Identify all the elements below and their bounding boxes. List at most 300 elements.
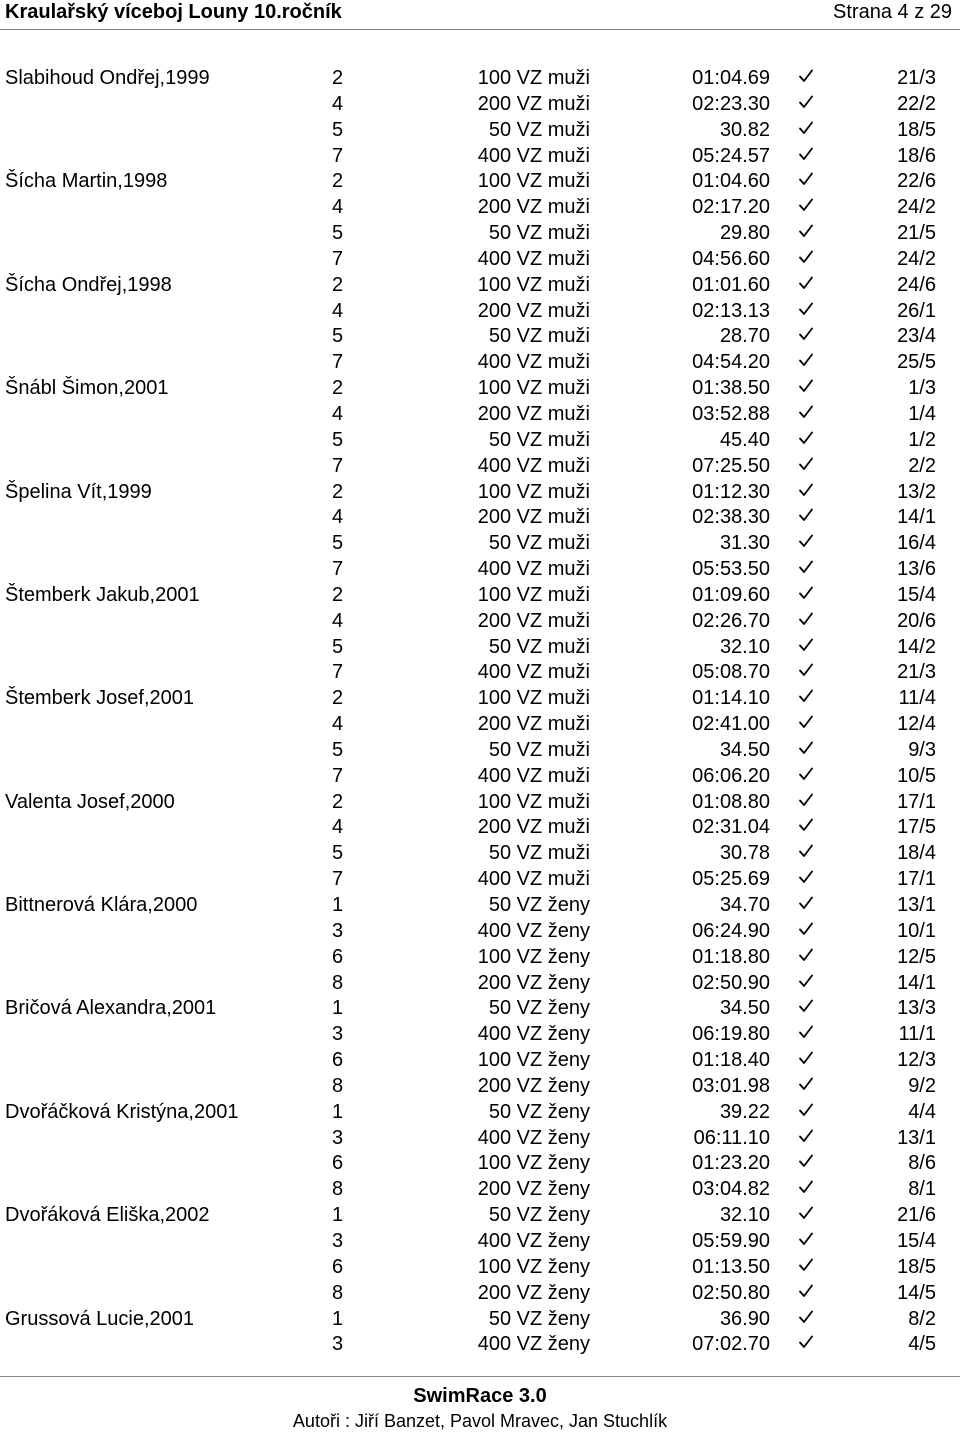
swim-time: 07:02.70	[692, 1333, 770, 1356]
rank: 13/2	[897, 480, 936, 503]
swimmer-name: Šnábl Šimon,2001	[5, 377, 169, 400]
table-row	[0, 1229, 960, 1255]
rank: 17/5	[897, 816, 936, 839]
event-order: 8	[332, 1074, 344, 1097]
check-icon	[796, 1307, 820, 1333]
rank: 13/1	[897, 894, 936, 916]
check-icon	[796, 686, 820, 712]
swim-time: 01:18.80	[692, 945, 770, 968]
rank: 21/3	[897, 661, 936, 684]
check-icon	[796, 1048, 820, 1074]
check-icon	[796, 1151, 820, 1177]
rank: 12/3	[897, 1049, 936, 1072]
swim-time: 28.70	[719, 325, 770, 348]
swim-time: 04:56.60	[692, 247, 770, 270]
check-icon	[796, 764, 820, 790]
event-name: 400 VZ muži	[477, 144, 590, 167]
check-icon	[796, 402, 820, 428]
table-row	[0, 790, 960, 816]
table-row	[0, 815, 960, 841]
swim-time: 02:17.20	[692, 196, 770, 219]
swim-time: 02:31.04	[692, 816, 770, 839]
event-order: 4	[332, 506, 344, 529]
event-name: 400 VZ muži	[477, 558, 590, 581]
event-name: 200 VZ ženy	[477, 1281, 590, 1304]
event-order: 2	[332, 480, 344, 503]
swim-time: 05:53.50	[692, 558, 770, 581]
rank: 25/5	[897, 351, 936, 374]
table-row	[0, 273, 960, 299]
rank: 11/4	[898, 687, 936, 710]
check-icon	[796, 324, 820, 350]
table-row	[0, 867, 960, 893]
table-row	[0, 169, 960, 195]
check-icon	[796, 1332, 820, 1358]
event-name: 100 VZ ženy	[477, 1049, 590, 1072]
event-order: 7	[332, 351, 344, 374]
event-order: 2	[332, 790, 344, 813]
event-order: 2	[332, 377, 344, 400]
check-icon	[796, 1022, 820, 1048]
table-row	[0, 428, 960, 454]
event-name: 50 VZ ženy	[488, 1307, 590, 1330]
swim-time: 06:19.80	[692, 1023, 770, 1046]
event-order: 6	[332, 945, 344, 968]
swim-time: 01:23.20	[692, 1152, 770, 1175]
check-icon	[796, 195, 820, 221]
event-order: 7	[332, 868, 344, 891]
event-order: 1	[332, 1100, 344, 1123]
check-icon	[796, 169, 820, 195]
event-name: 50 VZ ženy	[488, 997, 590, 1020]
table-row	[0, 324, 960, 350]
rank: 18/4	[897, 842, 936, 865]
rank: 14/1	[897, 506, 936, 529]
table-row	[0, 764, 960, 790]
rank: 12/5	[897, 945, 936, 968]
check-icon	[796, 221, 820, 247]
event-order: 6	[332, 1152, 344, 1175]
rank: 13/6	[897, 558, 936, 581]
swim-time: 01:14.10	[692, 687, 770, 710]
table-row	[0, 402, 960, 428]
swim-time: 34.50	[719, 997, 770, 1020]
event-name: 50 VZ ženy	[488, 1204, 590, 1227]
table-row	[0, 996, 960, 1022]
event-name: 400 VZ muži	[477, 661, 590, 684]
footer-divider	[0, 1376, 960, 1377]
check-icon	[796, 273, 820, 299]
event-name: 400 VZ ženy	[477, 1023, 590, 1046]
rank: 17/1	[897, 868, 936, 891]
swim-time: 01:01.60	[692, 273, 770, 296]
swim-time: 32.10	[719, 635, 770, 658]
event-order: 1	[332, 894, 344, 916]
rank: 24/2	[897, 196, 936, 219]
check-icon	[796, 1126, 820, 1152]
event-order: 7	[332, 764, 344, 787]
table-row	[0, 1332, 960, 1358]
rank: 15/4	[897, 1229, 936, 1252]
check-icon	[796, 1255, 820, 1281]
table-row	[0, 738, 960, 764]
table-row	[0, 376, 960, 402]
event-name: 50 VZ muži	[488, 325, 590, 348]
swimmer-name: Štemberk Josef,2001	[5, 687, 194, 710]
event-order: 5	[332, 738, 344, 761]
check-icon	[796, 919, 820, 945]
rank: 14/2	[897, 635, 936, 658]
swim-time: 34.70	[719, 894, 770, 916]
check-icon	[796, 299, 820, 325]
swim-time: 01:13.50	[692, 1255, 770, 1278]
check-icon	[796, 841, 820, 867]
table-row	[0, 660, 960, 686]
swim-time: 06:11.10	[693, 1126, 770, 1149]
event-name: 400 VZ ženy	[477, 1333, 590, 1356]
table-row	[0, 350, 960, 376]
event-order: 4	[332, 92, 344, 115]
rank: 24/2	[897, 247, 936, 270]
check-icon	[796, 428, 820, 454]
check-icon	[796, 557, 820, 583]
table-row	[0, 92, 960, 118]
event-order: 4	[332, 299, 344, 322]
event-name: 50 VZ muži	[488, 635, 590, 658]
check-icon	[796, 1281, 820, 1307]
event-name: 200 VZ muži	[477, 402, 590, 425]
swim-time: 03:52.88	[692, 402, 770, 425]
swim-time: 30.82	[719, 118, 770, 141]
event-name: 200 VZ ženy	[477, 1178, 590, 1201]
swim-time: 06:24.90	[692, 919, 770, 942]
rank: 16/4	[897, 532, 936, 555]
table-row	[0, 919, 960, 945]
event-order: 5	[332, 325, 344, 348]
event-name: 200 VZ muži	[477, 196, 590, 219]
event-name: 100 VZ ženy	[477, 1255, 590, 1278]
rank: 4/4	[908, 1100, 936, 1123]
event-name: 50 VZ muži	[488, 118, 590, 141]
swim-time: 02:38.30	[692, 506, 770, 529]
event-name: 400 VZ muži	[477, 764, 590, 787]
table-row	[0, 1281, 960, 1307]
table-row	[0, 299, 960, 325]
event-order: 5	[332, 635, 344, 658]
rank: 1/4	[908, 402, 936, 425]
swimmer-name: Grussová Lucie,2001	[5, 1307, 195, 1330]
swimmer-name: Bričová Alexandra,2001	[5, 997, 217, 1020]
rank: 1/3	[908, 377, 936, 400]
table-row	[0, 609, 960, 635]
event-order: 6	[332, 1049, 344, 1072]
swim-time: 02:23.30	[692, 92, 770, 115]
swim-time: 03:04.82	[692, 1178, 770, 1201]
event-name: 50 VZ ženy	[488, 894, 590, 916]
swimmer-name: Štemberk Jakub,2001	[5, 583, 200, 606]
event-order: 8	[332, 971, 344, 994]
check-icon	[796, 66, 820, 92]
table-row	[0, 480, 960, 506]
table-row	[0, 945, 960, 971]
event-order: 7	[332, 454, 344, 477]
event-name: 100 VZ ženy	[477, 1152, 590, 1175]
event-name: 400 VZ ženy	[477, 919, 590, 942]
event-order: 4	[332, 609, 344, 632]
swim-time: 05:25.69	[692, 868, 770, 891]
event-order: 5	[332, 118, 344, 141]
check-icon	[796, 454, 820, 480]
results-table	[0, 66, 960, 1358]
rank: 11/1	[898, 1023, 936, 1046]
check-icon	[796, 712, 820, 738]
swim-time: 29.80	[719, 222, 770, 245]
event-name: 400 VZ muži	[477, 454, 590, 477]
swim-time: 39.22	[719, 1100, 770, 1123]
rank: 14/5	[897, 1281, 936, 1304]
check-icon	[796, 480, 820, 506]
rank: 21/6	[897, 1204, 936, 1227]
table-row	[0, 557, 960, 583]
swimmer-name: Slabihoud Ondřej,1999	[5, 67, 210, 89]
rank: 4/5	[908, 1333, 936, 1356]
event-name: 100 VZ muži	[477, 67, 590, 89]
rank: 8/1	[908, 1178, 936, 1201]
event-order: 3	[332, 1229, 344, 1252]
swim-time: 04:54.20	[692, 351, 770, 374]
event-name: 100 VZ muži	[477, 377, 590, 400]
event-order: 2	[332, 583, 344, 606]
swim-time: 01:18.40	[692, 1049, 770, 1072]
check-icon	[796, 118, 820, 144]
rank: 2/2	[908, 454, 936, 477]
swim-time: 06:06.20	[692, 764, 770, 787]
check-icon	[796, 996, 820, 1022]
event-order: 7	[332, 247, 344, 270]
event-name: 200 VZ muži	[477, 713, 590, 736]
swim-time: 36.90	[719, 1307, 770, 1330]
event-name: 400 VZ muži	[477, 868, 590, 891]
event-name: 100 VZ ženy	[477, 945, 590, 968]
rank: 15/4	[897, 583, 936, 606]
event-order: 3	[332, 919, 344, 942]
swim-time: 02:13.13	[692, 299, 770, 322]
event-name: 100 VZ muži	[477, 480, 590, 503]
swim-time: 07:25.50	[692, 454, 770, 477]
swimmer-name: Dvořáková Eliška,2002	[5, 1204, 210, 1227]
rank: 9/3	[908, 738, 936, 761]
table-row	[0, 221, 960, 247]
event-order: 2	[332, 687, 344, 710]
swim-time: 01:12.30	[692, 480, 770, 503]
event-name: 100 VZ muži	[477, 170, 590, 193]
table-row	[0, 1074, 960, 1100]
event-order: 4	[332, 713, 344, 736]
check-icon	[796, 350, 820, 376]
check-icon	[796, 635, 820, 661]
swim-time: 05:08.70	[692, 661, 770, 684]
check-icon	[796, 790, 820, 816]
table-row	[0, 1151, 960, 1177]
table-row	[0, 1048, 960, 1074]
swim-time: 05:59.90	[692, 1229, 770, 1252]
rank: 12/4	[897, 713, 936, 736]
rank: 20/6	[897, 609, 936, 632]
swim-time: 02:50.90	[692, 971, 770, 994]
rank: 10/1	[897, 919, 936, 942]
swim-time: 01:04.69	[692, 67, 770, 89]
event-name: 200 VZ muži	[477, 92, 590, 115]
event-name: 100 VZ muži	[477, 687, 590, 710]
page-number: Strana 4 z 29	[833, 1, 952, 23]
rank: 9/2	[908, 1074, 936, 1097]
swim-time: 02:41.00	[692, 713, 770, 736]
swim-time: 31.30	[719, 532, 770, 555]
rank: 1/2	[908, 428, 936, 451]
event-name: 200 VZ muži	[477, 506, 590, 529]
rank: 13/3	[897, 997, 936, 1020]
swim-time: 30.78	[719, 842, 770, 865]
rank: 10/5	[897, 764, 936, 787]
event-name: 200 VZ muži	[477, 816, 590, 839]
check-icon	[796, 531, 820, 557]
table-row	[0, 247, 960, 273]
footer-authors: Autoři : Jiří Banzet, Pavol Mravec, Jan Stuchlík	[292, 1411, 668, 1431]
event-name: 50 VZ muži	[488, 428, 590, 451]
event-name: 50 VZ ženy	[488, 1100, 590, 1123]
swim-time: 01:08.80	[692, 790, 770, 813]
event-order: 4	[332, 196, 344, 219]
rank: 8/2	[908, 1307, 936, 1330]
event-order: 2	[332, 170, 344, 193]
event-name: 200 VZ ženy	[477, 971, 590, 994]
table-row	[0, 971, 960, 997]
event-order: 3	[332, 1333, 344, 1356]
event-order: 5	[332, 222, 344, 245]
table-row	[0, 144, 960, 170]
table-row	[0, 1255, 960, 1281]
swimmer-name: Dvořáčková Kristýna,2001	[5, 1100, 239, 1123]
table-row	[0, 195, 960, 221]
event-name: 100 VZ muži	[477, 583, 590, 606]
swimmer-name: Špelina Vít,1999	[5, 480, 152, 503]
rank: 17/1	[897, 790, 936, 813]
swimmer-name: Valenta Josef,2000	[5, 790, 175, 813]
event-order: 6	[332, 1255, 344, 1278]
check-icon	[796, 738, 820, 764]
event-order: 1	[332, 1307, 344, 1330]
swim-time: 34.50	[719, 738, 770, 761]
event-order: 5	[332, 842, 344, 865]
check-icon	[796, 815, 820, 841]
event-order: 7	[332, 661, 344, 684]
rank: 21/5	[897, 222, 936, 245]
rank: 13/1	[897, 1126, 936, 1149]
check-icon	[796, 609, 820, 635]
swimmer-name: Šícha Ondřej,1998	[5, 273, 172, 296]
table-row	[0, 893, 960, 919]
event-order: 5	[332, 428, 344, 451]
rank: 22/6	[897, 170, 936, 193]
check-icon	[796, 945, 820, 971]
event-order: 1	[332, 1204, 344, 1227]
table-row	[0, 712, 960, 738]
swim-time: 01:38.50	[692, 377, 770, 400]
rank: 24/6	[897, 273, 936, 296]
swim-time: 01:04.60	[692, 170, 770, 193]
table-row	[0, 118, 960, 144]
event-name: 200 VZ muži	[477, 299, 590, 322]
check-icon	[796, 1100, 820, 1126]
swimmer-name: Bittnerová Klára,2000	[5, 894, 198, 916]
check-icon	[796, 1203, 820, 1229]
event-order: 8	[332, 1178, 344, 1201]
event-name: 400 VZ ženy	[477, 1126, 590, 1149]
event-name: 50 VZ muži	[488, 532, 590, 555]
table-row	[0, 531, 960, 557]
rank: 23/4	[897, 325, 936, 348]
table-row	[0, 686, 960, 712]
event-name: 200 VZ muži	[477, 609, 590, 632]
check-icon	[796, 1177, 820, 1203]
table-row	[0, 635, 960, 661]
check-icon	[796, 867, 820, 893]
rank: 18/5	[897, 1255, 936, 1278]
swimmer-name: Šícha Martin,1998	[5, 170, 168, 193]
event-order: 4	[332, 816, 344, 839]
check-icon	[796, 1229, 820, 1255]
event-name: 400 VZ muži	[477, 351, 590, 374]
check-icon	[796, 247, 820, 273]
check-icon	[796, 893, 820, 919]
check-icon	[796, 583, 820, 609]
swim-time: 02:50.80	[692, 1281, 770, 1304]
swim-time: 45.40	[719, 428, 770, 451]
rank: 26/1	[897, 299, 936, 322]
rank: 8/6	[908, 1152, 936, 1175]
table-row	[0, 583, 960, 609]
event-name: 400 VZ muži	[477, 247, 590, 270]
event-name: 50 VZ muži	[488, 222, 590, 245]
swim-time: 05:24.57	[692, 144, 770, 167]
event-order: 4	[332, 402, 344, 425]
table-row	[0, 1177, 960, 1203]
table-row	[0, 66, 960, 92]
table-row	[0, 1307, 960, 1333]
check-icon	[796, 144, 820, 170]
event-order: 7	[332, 558, 344, 581]
table-row	[0, 505, 960, 531]
document-title: Kraulařský víceboj Louny 10.ročník	[5, 1, 342, 23]
event-order: 3	[332, 1126, 344, 1149]
rank: 18/6	[897, 144, 936, 167]
event-order: 3	[332, 1023, 344, 1046]
event-order: 8	[332, 1281, 344, 1304]
check-icon	[796, 971, 820, 997]
table-row	[0, 1126, 960, 1152]
swim-time: 32.10	[719, 1204, 770, 1227]
event-name: 400 VZ ženy	[477, 1229, 590, 1252]
table-row	[0, 1100, 960, 1126]
check-icon	[796, 376, 820, 402]
footer-title: SwimRace 3.0	[413, 1385, 547, 1407]
event-name: 50 VZ muži	[488, 738, 590, 761]
check-icon	[796, 92, 820, 118]
swim-time: 01:09.60	[692, 583, 770, 606]
rank: 18/5	[897, 118, 936, 141]
event-order: 7	[332, 144, 344, 167]
rank: 14/1	[897, 971, 936, 994]
